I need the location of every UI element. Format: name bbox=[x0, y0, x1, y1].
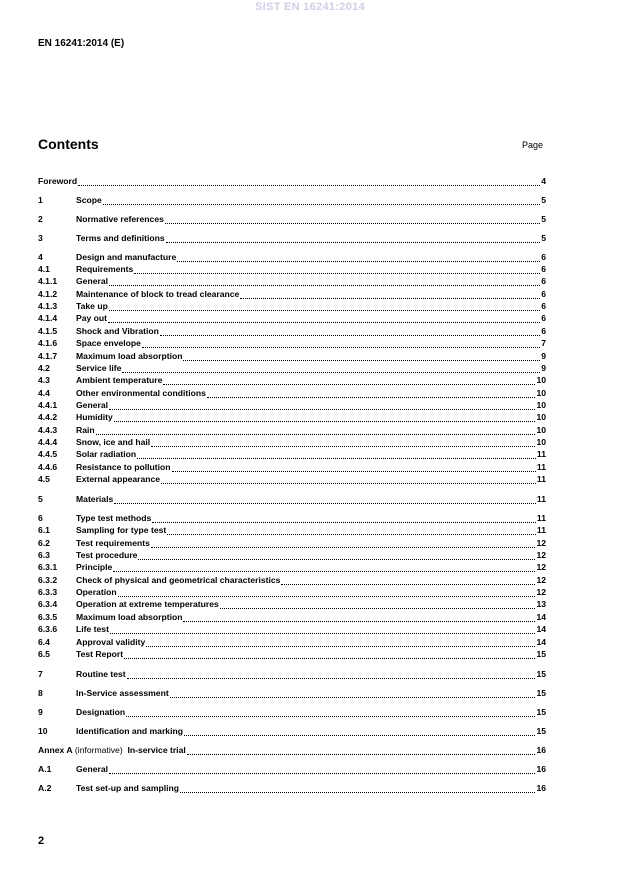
toc-leader-dots bbox=[126, 708, 535, 717]
toc-leader-dots bbox=[161, 475, 536, 484]
toc-entry-title: Resistance to pollution bbox=[76, 462, 171, 472]
toc-entry[interactable] bbox=[38, 411, 546, 423]
toc-entry-title: Routine test bbox=[76, 669, 126, 679]
toc-entry-page: 14 bbox=[536, 612, 546, 622]
toc-entry-page: 9 bbox=[541, 363, 546, 373]
toc-entry-number: 1 bbox=[38, 195, 43, 205]
toc-entry-page: 4 bbox=[541, 176, 546, 186]
toc-entry-title: Test procedure bbox=[76, 550, 138, 560]
toc-entry-number: 4.4.4 bbox=[38, 437, 58, 447]
toc-entry-number: 4.1.6 bbox=[38, 338, 58, 348]
toc-entry-number: 4.3 bbox=[38, 375, 50, 385]
toc-entry-title: Operation at extreme temperatures bbox=[76, 599, 219, 609]
toc-entry-title: General bbox=[76, 400, 109, 410]
toc-leader-dots bbox=[240, 290, 540, 299]
toc-entry-page: 15 bbox=[536, 688, 546, 698]
toc-entry-title: General bbox=[76, 276, 109, 286]
toc-entry-title: Sampling for type test bbox=[76, 525, 167, 535]
toc-entry-page: 15 bbox=[536, 649, 546, 659]
toc-entry[interactable] bbox=[38, 194, 546, 206]
toc-entry[interactable] bbox=[38, 387, 546, 399]
toc-entry-page: 6 bbox=[541, 276, 546, 286]
toc-entry[interactable] bbox=[38, 337, 546, 349]
toc-entry[interactable] bbox=[38, 350, 546, 362]
toc-entry-number: 9 bbox=[38, 707, 43, 717]
toc-entry-number: 4.1.5 bbox=[38, 326, 58, 336]
page-title: Contents bbox=[38, 136, 99, 152]
toc-entry-number: 4.4.5 bbox=[38, 449, 58, 459]
toc-entry[interactable] bbox=[38, 574, 546, 586]
toc-entry-page: 9 bbox=[541, 351, 546, 361]
toc-entry-title: Shock and Vibration bbox=[76, 326, 159, 336]
toc-leader-dots bbox=[166, 234, 541, 243]
toc-leader-dots bbox=[165, 215, 540, 224]
toc-entry-title-note: (informative) bbox=[72, 745, 126, 755]
toc-entry[interactable] bbox=[38, 275, 546, 287]
toc-entry[interactable] bbox=[38, 561, 546, 573]
toc-entry-title: Snow, ice and hail bbox=[76, 437, 151, 447]
toc-entry[interactable] bbox=[38, 512, 546, 524]
toc-entry-number: 3 bbox=[38, 233, 43, 243]
toc-entry-page: 6 bbox=[541, 289, 546, 299]
page-column-label: Page bbox=[522, 140, 544, 150]
toc-entry-page: 5 bbox=[541, 214, 546, 224]
document-id: EN 16241:2014 (E) bbox=[38, 38, 125, 49]
toc-entry[interactable] bbox=[38, 300, 546, 312]
toc-entry-title: Approval validity bbox=[76, 637, 146, 647]
toc-entry[interactable] bbox=[38, 448, 546, 460]
toc-leader-dots bbox=[109, 277, 540, 286]
toc-entry[interactable] bbox=[38, 782, 546, 794]
toc-entry-number: 10 bbox=[38, 726, 48, 736]
toc-leader-dots bbox=[109, 302, 540, 311]
toc-entry-number: 4 bbox=[38, 252, 43, 262]
toc-entry-page: 12 bbox=[536, 575, 546, 585]
toc-entry-number: 4.4 bbox=[38, 388, 50, 398]
toc-entry-number: 4.1.4 bbox=[38, 313, 58, 323]
toc-entry-title: Normative references bbox=[76, 214, 164, 224]
toc-entry-page: 14 bbox=[536, 637, 546, 647]
toc-entry-number: 6.3.5 bbox=[38, 612, 58, 622]
toc-entry-page: 10 bbox=[536, 437, 546, 447]
toc-entry-page: 6 bbox=[541, 264, 546, 274]
toc-leader-dots bbox=[114, 413, 536, 422]
toc-entry-page: 11 bbox=[536, 449, 546, 459]
toc-entry[interactable] bbox=[38, 251, 546, 263]
toc-entry-title: Check of physical and geometrical characteristics bbox=[76, 575, 281, 585]
toc-leader-dots bbox=[167, 526, 536, 535]
toc-leader-dots bbox=[103, 196, 540, 205]
toc-leader-dots bbox=[134, 265, 540, 274]
toc-entry-title: In-Service assessment bbox=[76, 688, 169, 698]
toc-entry-title: Materials bbox=[76, 494, 114, 504]
toc-entry-title: Design and manufacture bbox=[76, 252, 177, 262]
toc-entry-number: 4.1.2 bbox=[38, 289, 58, 299]
toc-entry-title: Principle bbox=[76, 562, 113, 572]
toc-entry[interactable] bbox=[38, 175, 546, 187]
toc-entry-page: 15 bbox=[536, 707, 546, 717]
toc-entry-title: Service life bbox=[76, 363, 122, 373]
toc-entry-number: 4.4.1 bbox=[38, 400, 58, 410]
toc-entry-number: 6.3 bbox=[38, 550, 50, 560]
toc-entry-page: 10 bbox=[536, 388, 546, 398]
toc-entry-page: 11 bbox=[536, 474, 546, 484]
toc-leader-dots bbox=[137, 450, 536, 459]
toc-entry-page: 16 bbox=[536, 764, 546, 774]
toc-entry-number: 6.5 bbox=[38, 649, 50, 659]
toc-leader-dots bbox=[109, 401, 535, 410]
toc-entry-title: External appearance bbox=[76, 474, 161, 484]
toc-entry[interactable] bbox=[38, 763, 546, 775]
toc-leader-dots bbox=[151, 438, 535, 447]
toc-entry-page: 5 bbox=[541, 233, 546, 243]
toc-leader-dots bbox=[183, 352, 540, 361]
toc-entry-page: 11 bbox=[536, 462, 546, 472]
toc-entry[interactable] bbox=[38, 549, 546, 561]
toc-entry-title: Maximum load absorption bbox=[76, 612, 183, 622]
toc-leader-dots bbox=[96, 426, 536, 435]
toc-leader-dots bbox=[146, 638, 535, 647]
toc-leader-dots bbox=[138, 551, 535, 560]
toc-entry-title: Operation bbox=[76, 587, 117, 597]
toc-leader-dots bbox=[122, 364, 540, 373]
toc-entry-title: Designation bbox=[76, 707, 126, 717]
toc-entry-page: 14 bbox=[536, 624, 546, 634]
toc-entry-number: 6 bbox=[38, 513, 43, 523]
toc-entry-title: Test Report bbox=[76, 649, 124, 659]
toc-leader-dots bbox=[110, 625, 535, 634]
toc-leader-dots bbox=[281, 576, 535, 585]
toc-entry-page: 11 bbox=[536, 525, 546, 535]
toc-entry[interactable] bbox=[38, 436, 546, 448]
toc-entry-page: 5 bbox=[541, 195, 546, 205]
toc-entry-number: 4.1.7 bbox=[38, 351, 58, 361]
toc-entry-number: 4.1.1 bbox=[38, 276, 58, 286]
toc-entry-page: 6 bbox=[541, 301, 546, 311]
toc-entry-title: Terms and definitions bbox=[76, 233, 165, 243]
toc-entry-number: 6.3.1 bbox=[38, 562, 58, 572]
toc-leader-dots bbox=[114, 495, 536, 504]
toc-leader-dots bbox=[118, 588, 536, 597]
toc-leader-dots bbox=[78, 177, 540, 186]
toc-entry-page: 11 bbox=[536, 513, 546, 523]
toc-leader-dots bbox=[180, 784, 535, 793]
toc-entry-title: Scope bbox=[76, 195, 102, 205]
toc-entry-page: 6 bbox=[541, 326, 546, 336]
toc-leader-dots bbox=[187, 746, 536, 755]
toc-entry-title: Type test methods bbox=[76, 513, 152, 523]
toc-entry-page: 6 bbox=[541, 252, 546, 262]
toc-entry[interactable] bbox=[38, 598, 546, 610]
toc-leader-dots bbox=[124, 650, 535, 659]
toc-leader-dots bbox=[160, 327, 540, 336]
toc-entry-title-lead: Annex A bbox=[38, 745, 73, 755]
toc-entry-page: 13 bbox=[536, 599, 546, 609]
toc-entry-page: 10 bbox=[536, 400, 546, 410]
toc-entry-title: Humidity bbox=[76, 412, 113, 422]
toc-entry[interactable] bbox=[38, 312, 546, 324]
toc-entry[interactable] bbox=[38, 424, 546, 436]
toc-entry[interactable] bbox=[38, 636, 546, 648]
toc-entry-number: 6.3.2 bbox=[38, 575, 58, 585]
toc-leader-dots bbox=[127, 670, 536, 679]
toc-entry[interactable] bbox=[38, 524, 546, 536]
toc-leader-dots bbox=[183, 613, 535, 622]
toc-entry[interactable] bbox=[38, 537, 546, 549]
toc-entry-number: 8 bbox=[38, 688, 43, 698]
toc-entry-number: 4.4.6 bbox=[38, 462, 58, 472]
toc-entry[interactable] bbox=[38, 325, 546, 337]
toc-entry[interactable] bbox=[38, 493, 546, 505]
toc-entry-number: A.1 bbox=[38, 764, 52, 774]
toc-entry[interactable] bbox=[38, 213, 546, 225]
toc-entry-number: 4.5 bbox=[38, 474, 50, 484]
toc-entry-page: 12 bbox=[536, 562, 546, 572]
toc-entry[interactable] bbox=[38, 623, 546, 635]
toc-entry-number: 2 bbox=[38, 214, 43, 224]
toc-entry-number: 6.2 bbox=[38, 538, 50, 548]
toc-entry-title: Maintenance of block to tread clearance bbox=[76, 289, 240, 299]
toc-entry-title: Life test bbox=[76, 624, 109, 634]
toc-entry[interactable] bbox=[38, 586, 546, 598]
toc-entry-title: Other environmental conditions bbox=[76, 388, 206, 398]
toc-entry-page: 10 bbox=[536, 412, 546, 422]
toc-entry[interactable] bbox=[38, 725, 546, 737]
toc-entry-page: 11 bbox=[536, 494, 546, 504]
toc-entry-number: 6.3.4 bbox=[38, 599, 58, 609]
toc-leader-dots bbox=[220, 600, 536, 609]
toc-entry[interactable] bbox=[38, 374, 546, 386]
toc-entry-number: A.2 bbox=[38, 783, 52, 793]
toc-entry-title: Pay out bbox=[76, 313, 108, 323]
toc-entry-number: 4.1.3 bbox=[38, 301, 58, 311]
toc-leader-dots bbox=[151, 539, 536, 548]
toc-entry-page: 15 bbox=[536, 669, 546, 679]
toc-leader-dots bbox=[113, 563, 535, 572]
toc-entry-page: 12 bbox=[536, 538, 546, 548]
toc-leader-dots bbox=[163, 376, 535, 385]
toc-entry-title: Test requirements bbox=[76, 538, 150, 548]
toc-entry-number: 6.4 bbox=[38, 637, 50, 647]
toc-entry[interactable] bbox=[38, 687, 546, 699]
toc-entry-number: 4.4.3 bbox=[38, 425, 58, 435]
toc-entry-page: 6 bbox=[541, 313, 546, 323]
toc-entry[interactable] bbox=[38, 648, 546, 660]
toc-entry-page: 7 bbox=[541, 338, 546, 348]
toc-leader-dots bbox=[170, 689, 536, 698]
toc-entry[interactable] bbox=[38, 461, 546, 473]
toc-entry-number: 6.3.3 bbox=[38, 587, 58, 597]
toc-entry[interactable] bbox=[38, 362, 546, 374]
toc-entry[interactable] bbox=[38, 473, 546, 485]
watermark: SIST EN 16241:2014 bbox=[255, 1, 365, 13]
toc-entry-title: Rain bbox=[76, 425, 95, 435]
footer-page-number: 2 bbox=[38, 835, 45, 847]
toc-entry-title: Identification and marking bbox=[76, 726, 183, 736]
toc-entry-page: 16 bbox=[536, 745, 546, 755]
toc-entry-number: 4.4.2 bbox=[38, 412, 58, 422]
toc-entry-page: 15 bbox=[536, 726, 546, 736]
toc-entry-title: Foreword bbox=[38, 176, 78, 186]
toc-entry-number: 4.2 bbox=[38, 363, 50, 373]
toc-leader-dots bbox=[207, 389, 536, 398]
toc-entry-title: Take up bbox=[76, 301, 108, 311]
toc-entry-page: 10 bbox=[536, 425, 546, 435]
toc-entry-number: 7 bbox=[38, 669, 43, 679]
toc-entry-title: Test set-up and sampling bbox=[76, 783, 179, 793]
toc-entry-title bbox=[38, 744, 186, 756]
toc-entry[interactable] bbox=[38, 706, 546, 718]
toc-entry[interactable] bbox=[38, 668, 546, 680]
toc-entry-page: 16 bbox=[536, 783, 546, 793]
toc-leader-dots bbox=[184, 727, 535, 736]
toc-leader-dots bbox=[142, 339, 540, 348]
toc-entry-title: General bbox=[76, 764, 109, 774]
toc-entry-number: 5 bbox=[38, 494, 43, 504]
toc-entry[interactable] bbox=[38, 232, 546, 244]
toc-leader-dots bbox=[109, 765, 535, 774]
toc-entry-page: 12 bbox=[536, 550, 546, 560]
toc-entry-number: 6.1 bbox=[38, 525, 50, 535]
toc-entry-title: Maximum load absorption bbox=[76, 351, 183, 361]
toc-entry[interactable] bbox=[38, 744, 546, 756]
toc-entry-title-tail: In-service trial bbox=[125, 745, 186, 755]
toc-leader-dots bbox=[108, 314, 540, 323]
toc-entry-title: Ambient temperature bbox=[76, 375, 163, 385]
toc-entry[interactable] bbox=[38, 399, 546, 411]
toc-entry[interactable] bbox=[38, 288, 546, 300]
toc-entry-page: 10 bbox=[536, 375, 546, 385]
toc-leader-dots bbox=[152, 514, 536, 523]
toc-entry-page: 12 bbox=[536, 587, 546, 597]
toc-entry-title: Requirements bbox=[76, 264, 134, 274]
toc-entry[interactable] bbox=[38, 611, 546, 623]
toc-leader-dots bbox=[172, 463, 536, 472]
toc-entry-title: Space envelope bbox=[76, 338, 141, 348]
toc-entry-title: Solar radiation bbox=[76, 449, 137, 459]
toc-entry-number: 6.3.6 bbox=[38, 624, 58, 634]
toc-leader-dots bbox=[177, 253, 540, 262]
toc-entry[interactable] bbox=[38, 263, 546, 275]
toc-entry-number: 4.1 bbox=[38, 264, 50, 274]
